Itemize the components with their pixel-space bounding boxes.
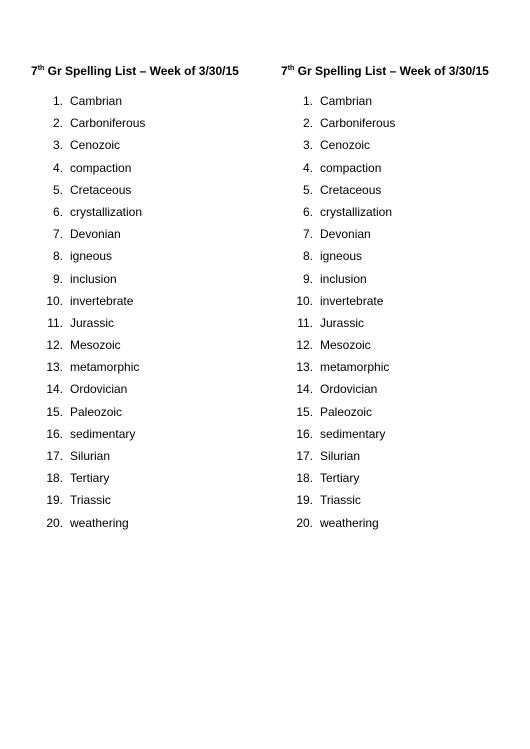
item-number: 15. [296,404,313,419]
spelling-word: crystallization [70,204,143,219]
heading-superscript: th [287,65,295,72]
spelling-word: Carboniferous [70,116,146,131]
spelling-word: sedimentary [70,426,136,441]
list-item [31,271,239,293]
spelling-word: weathering [320,515,379,530]
list-item [281,137,489,159]
spelling-word: Cambrian [70,94,123,108]
item-number: 3. [302,138,313,153]
list-item [281,271,489,293]
list-item [281,515,489,537]
item-number: 8. [302,249,313,264]
heading-title: Gr Spelling List – Week of 3/30/15 [44,64,239,78]
spelling-word: metamorphic [70,360,140,375]
spelling-word: compaction [70,160,132,175]
spelling-word: Tertiary [70,471,110,486]
heading-grade: 7 [281,64,288,78]
spelling-word: Ordovician [320,382,378,397]
list-item [281,381,489,403]
spelling-word: Silurian [320,449,361,463]
item-number: 6. [302,204,313,219]
heading-superscript: th [37,65,45,72]
spelling-word: Ordovician [70,382,128,397]
item-number: 2. [302,116,313,131]
item-number: 18. [296,471,313,486]
list-item [281,204,489,226]
spelling-word: Jurassic [320,315,365,330]
spelling-word: Jurassic [70,315,115,330]
item-number: 6. [52,204,63,219]
spelling-word: metamorphic [320,360,390,375]
list-item [281,115,489,137]
item-number: 11. [297,315,313,330]
item-number: 13. [296,360,313,375]
item-number: 20. [46,515,63,530]
item-number: 5. [302,182,313,197]
item-number: 16. [296,426,313,441]
item-number: 17. [296,449,313,463]
item-number: 1. [302,94,313,108]
list-item [281,315,489,337]
spelling-word: inclusion [70,271,117,286]
item-number: 19. [296,493,313,508]
list-item [281,160,489,182]
list-item [31,160,239,182]
spelling-word: inclusion [320,271,367,286]
spelling-list-left [31,63,239,537]
spelling-word: Mesozoic [320,338,371,353]
item-number: 4. [302,160,313,175]
spelling-word: Carboniferous [320,116,396,131]
list-item [281,492,489,514]
item-number: 7. [302,227,313,242]
spelling-word: Paleozoic [70,404,123,419]
spelling-word: Cenozoic [320,138,371,153]
word-list [31,93,239,537]
list-item [31,315,239,337]
list-item [31,337,239,359]
item-number: 12. [296,338,313,353]
list-item [281,182,489,204]
list-item [31,381,239,403]
spelling-word: invertebrate [70,293,134,308]
spelling-word: Cretaceous [320,182,382,197]
list-heading [31,63,239,79]
item-number: 10. [296,293,313,308]
spelling-word: crystallization [320,204,393,219]
item-number: 11. [47,315,63,330]
spelling-word: Cretaceous [70,182,132,197]
list-item [31,359,239,381]
item-number: 5. [52,182,63,197]
item-number: 1. [52,94,63,108]
heading-grade: 7 [31,64,38,78]
list-item [31,293,239,315]
list-item [31,204,239,226]
item-number: 14. [46,382,63,397]
item-number: 7. [52,227,63,242]
spelling-word: Mesozoic [70,338,121,353]
word-list [281,93,489,537]
item-number: 9. [52,271,63,286]
spelling-word: weathering [70,515,129,530]
item-number: 15. [46,404,63,419]
list-item [281,470,489,492]
list-item [281,93,489,115]
spelling-word: sedimentary [320,426,386,441]
spelling-word: Silurian [70,449,111,463]
item-number: 2. [52,116,63,131]
list-item [281,426,489,448]
item-number: 12. [46,338,63,353]
spelling-word: invertebrate [320,293,384,308]
list-item [31,448,239,470]
list-item [281,448,489,470]
item-number: 8. [52,249,63,264]
list-item [31,248,239,270]
spelling-word: igneous [320,249,363,264]
spelling-word: igneous [70,249,113,264]
item-number: 10. [46,293,63,308]
item-number: 9. [302,271,313,286]
list-item [31,137,239,159]
item-number: 20. [296,515,313,530]
list-item [31,115,239,137]
list-item [31,426,239,448]
item-number: 16. [46,426,63,441]
list-item [31,404,239,426]
list-item [31,492,239,514]
spelling-word: Devonian [320,227,371,242]
spelling-word: Paleozoic [320,404,373,419]
item-number: 4. [52,160,63,175]
list-item [281,337,489,359]
list-item [31,93,239,115]
spelling-word: Tertiary [320,471,360,486]
spelling-word: compaction [320,160,382,175]
spelling-word: Triassic [320,493,361,508]
spelling-word: Cenozoic [70,138,121,153]
item-number: 17. [46,449,63,463]
list-item [281,293,489,315]
item-number: 3. [52,138,63,153]
list-item [31,515,239,537]
list-item [281,359,489,381]
item-number: 18. [46,471,63,486]
spelling-list-right [281,63,489,537]
list-item [281,248,489,270]
list-item [31,470,239,492]
list-item [31,226,239,248]
spelling-word: Triassic [70,493,111,508]
spelling-word: Cambrian [320,94,373,108]
spelling-word: Devonian [70,227,121,242]
list-heading [281,63,489,79]
list-item [31,182,239,204]
item-number: 13. [46,360,63,375]
list-item [281,226,489,248]
item-number: 19. [46,493,63,508]
list-item [281,404,489,426]
item-number: 14. [296,382,313,397]
heading-title: Gr Spelling List – Week of 3/30/15 [294,64,489,78]
